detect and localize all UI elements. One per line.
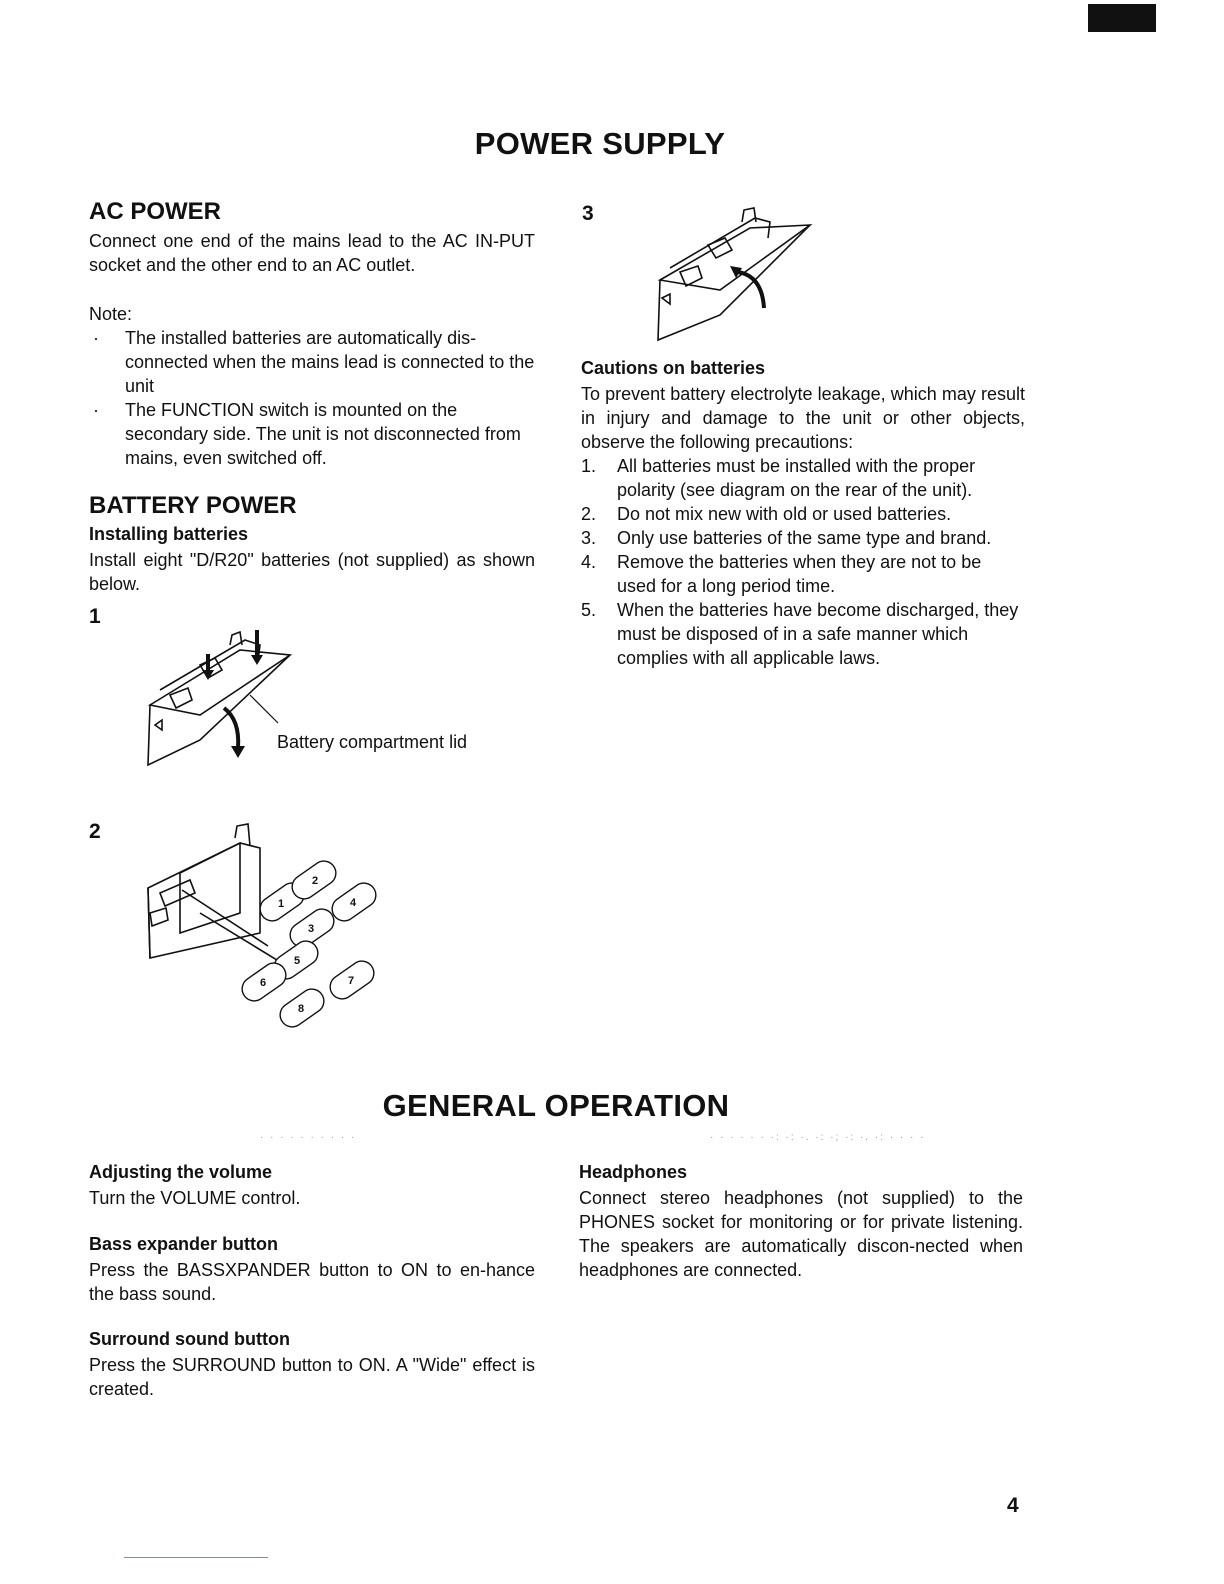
caution-number: 3.: [581, 528, 597, 548]
caution-text: Remove the batteries when they are not to be used for a long period time.: [617, 552, 982, 596]
caution-item: [581, 550, 1025, 598]
battery-lid-close-illustration: [650, 200, 820, 345]
bass-expander-heading: Bass expander button: [89, 1234, 279, 1254]
caution-text: Only use batteries of the same type and brand.: [617, 528, 992, 548]
volume-text: Turn the VOLUME control.: [89, 1188, 301, 1208]
cautions-heading: Cautions on batteries: [581, 358, 766, 378]
battery-label-2: 2: [312, 875, 319, 887]
scan-speckle-right: · · · · · · ·: ·: ·. ·: ·; ·: ·. ·: · · · ·: [710, 1132, 926, 1143]
battery-label-8: 8: [298, 1003, 305, 1015]
step-1-number: 1: [89, 605, 101, 628]
bass-expander-text: Press the BASSXPANDER button to ON to en-hance the bass sound.: [89, 1260, 535, 1304]
surround-text: Press the SURROUND button to ON. A "Wide" effect is created.: [89, 1355, 535, 1399]
caution-text: Do not mix new with old or used batteries.: [617, 504, 952, 524]
step-3-number: 3: [582, 202, 594, 225]
caution-item: [581, 598, 1025, 670]
note-item: · The installed batteries are automatically dis-connected when the mains lead is connected to the unit: [89, 326, 535, 398]
caution-number: 5.: [581, 600, 597, 620]
battery-compartment-lid-label: Battery compartment lid: [277, 732, 468, 752]
battery-label-4: 4: [350, 897, 357, 909]
corner-tab-mark: [1088, 4, 1156, 32]
ac-power-text: Connect one end of the mains lead to the AC IN-PUT socket and the other end to an AC outlet.: [89, 231, 535, 275]
cautions-list: [581, 454, 1025, 670]
battery-label-3: 3: [308, 923, 315, 935]
caution-item: [581, 526, 1025, 550]
caution-text: All batteries must be installed with the proper polarity (see diagram on the rear of the unit).: [617, 456, 976, 500]
caution-number: 2.: [581, 504, 597, 524]
note-label: Note:: [89, 304, 133, 324]
battery-power-heading: BATTERY POWER: [89, 492, 297, 519]
caution-item: [581, 454, 1025, 502]
battery-label-6: 6: [260, 977, 267, 989]
power-supply-title: POWER SUPPLY: [474, 126, 726, 161]
cautions-intro: To prevent battery electrolyte leakage, which may result in injury and damage to the unit or other objects, observe the following precautions:: [581, 384, 1025, 452]
caution-number: 4.: [581, 552, 597, 572]
note-item: · The FUNCTION switch is mounted on the secondary side. The unit is not disconnected from mains, even switched off.: [89, 398, 535, 470]
page-number: 4: [1007, 1494, 1019, 1517]
caution-number: 1.: [581, 456, 597, 476]
bottom-rule: [124, 1557, 268, 1558]
battery-insertion-illustration: [140, 818, 390, 1043]
battery-label-1: 1: [278, 898, 285, 910]
step-2-number: 2: [89, 820, 101, 843]
scan-speckle-left: · · · · · · · · · ·: [260, 1132, 357, 1143]
caution-text: When the batteries have become discharged, they must be disposed of in a safe manner which complies with all applicable laws.: [617, 600, 1019, 668]
note-list: [89, 326, 535, 470]
headphones-heading: Headphones: [579, 1162, 688, 1182]
headphones-text: Connect stereo headphones (not supplied) to the PHONES socket for monitoring or for private listening. The speakers are automatically discon-nected when headphones are connected.: [579, 1188, 1023, 1280]
installing-batteries-text: Install eight "D/R20" batteries (not supplied) as shown below.: [89, 550, 535, 594]
battery-label-7: 7: [348, 975, 355, 987]
battery-label-5: 5: [294, 955, 301, 967]
volume-heading: Adjusting the volume: [89, 1162, 273, 1182]
surround-heading: Surround sound button: [89, 1329, 290, 1349]
ac-power-heading: AC POWER: [89, 198, 221, 225]
caution-item: [581, 502, 1025, 526]
general-operation-title: GENERAL OPERATION: [382, 1088, 730, 1123]
installing-batteries-subheading: Installing batteries: [89, 524, 249, 544]
